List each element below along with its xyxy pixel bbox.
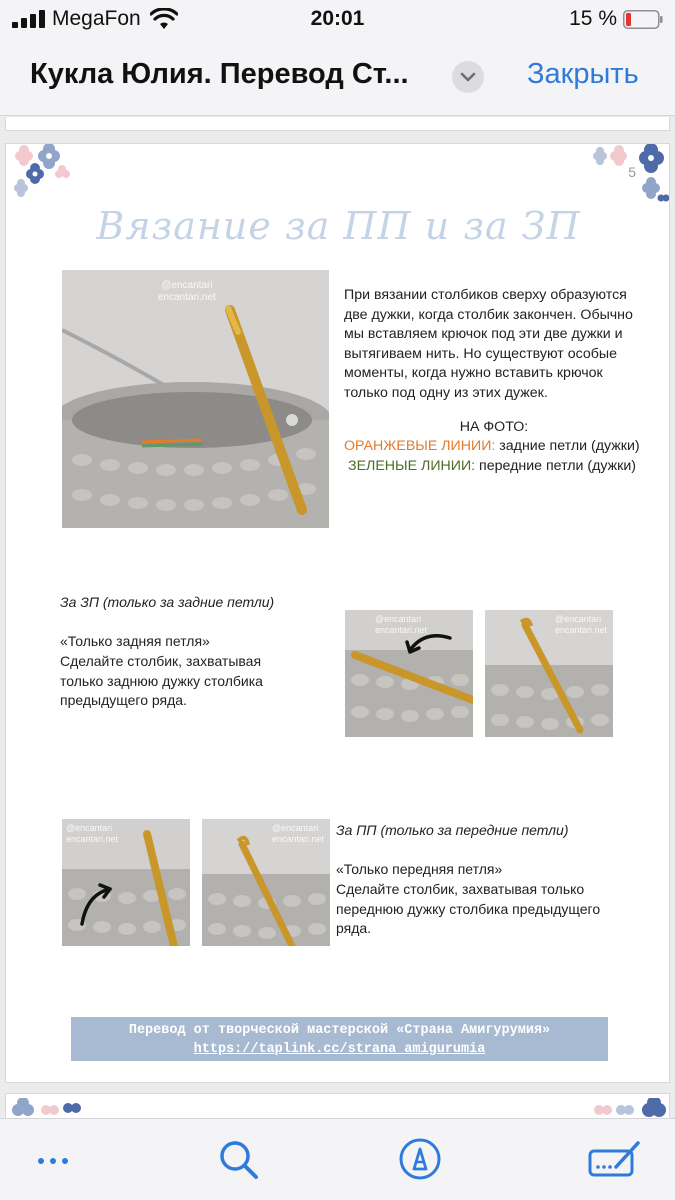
front-loop-text: Сделайте столбик, захватывая только переднюю дужку столбика предыдущего ряда.: [336, 881, 601, 936]
search-icon: [216, 1137, 260, 1181]
legend-orange-text: задние петли (дужки): [495, 438, 640, 454]
previous-page: [5, 117, 670, 131]
credit-link[interactable]: https://taplink.cc/strana_amigurumia: [193, 1042, 486, 1057]
battery-icon: [623, 10, 663, 29]
battery-percent: 15 %: [569, 7, 617, 30]
legend-green-text: передние петли (дужки): [475, 458, 636, 474]
close-button[interactable]: Закрыть: [527, 58, 639, 90]
translation-credit-box: [71, 1017, 608, 1061]
photo-watermark-line1: @encantari: [272, 823, 319, 833]
flower-decoration-icon: [589, 1098, 669, 1118]
markup-icon: [398, 1137, 442, 1181]
document-title: Кукла Юлия. Перевод Ст...: [30, 58, 409, 90]
back-loop-photo-2: [485, 610, 613, 737]
main-crochet-photo: [62, 270, 329, 528]
intro-text: При вязании столбиков сверху образуются две дужки, когда столбик закончен. Обычно мы вставляем крючок под эти две дужки и вытягиваем нить. Но существуют особые моменты, когда нужно вставить крючок только под одну из этих дужек.: [344, 287, 633, 401]
page-number: 5: [628, 164, 636, 180]
navigation-bar: [0, 38, 675, 116]
chevron-down-icon: [452, 61, 484, 93]
next-page: [5, 1093, 670, 1118]
photo-watermark-line2: encantari.net: [272, 833, 325, 844]
front-loop-photo-2: [202, 819, 330, 946]
clock: 20:01: [310, 7, 365, 30]
legend-orange-label: ОРАНЖЕВЫЕ ЛИНИИ:: [344, 438, 496, 454]
legend-green-label: ЗЕЛЕНЫЕ ЛИНИИ:: [348, 458, 476, 474]
sign-icon: [588, 1137, 644, 1181]
photo-watermark-line1: @encantari: [375, 614, 422, 624]
more-button[interactable]: [31, 1137, 75, 1181]
sign-button[interactable]: [588, 1137, 644, 1181]
carrier-name: MegaFon: [52, 7, 141, 30]
front-loop-quote: «Только передняя петля»: [336, 861, 503, 877]
credit-text: Перевод от творческой мастерской «Страна Амигурумия»: [128, 1023, 551, 1038]
photo-watermark-line2: encantari.net: [158, 292, 216, 303]
page-heading: Вязание за ПП и за ЗП: [96, 204, 581, 248]
photo-watermark-line2: encantari.net: [555, 624, 608, 635]
document-viewer[interactable]: [0, 117, 675, 1118]
back-loop-photo-1: [345, 610, 473, 737]
photo-watermark-line2: encantari.net: [375, 624, 428, 635]
search-button[interactable]: [216, 1137, 260, 1181]
document-page: [5, 143, 670, 1083]
legend-green: [348, 458, 636, 474]
photo-watermark-line1: @encantari: [66, 823, 113, 833]
back-loop-title: За ЗП (только за задние петли): [60, 594, 275, 610]
back-loop-quote: «Только задняя петля»: [60, 633, 210, 649]
flower-decoration-icon: [6, 144, 76, 210]
markup-button[interactable]: [398, 1137, 442, 1181]
front-loop-photo-1: [62, 819, 190, 946]
photo-watermark-line1: @encantari: [161, 280, 213, 291]
flower-decoration-icon: [6, 1098, 86, 1118]
back-loop-text: Сделайте столбик, захватывая только заднюю дужку столбика предыдущего ряда.: [60, 653, 263, 708]
legend-heading: НА ФОТО:: [459, 419, 529, 435]
photo-watermark-line2: encantari.net: [66, 833, 119, 844]
front-loop-title: За ПП (только за передние петли): [336, 822, 569, 838]
legend-orange: [344, 438, 640, 454]
photo-watermark-line1: @encantari: [555, 614, 602, 624]
status-bar: [0, 0, 675, 38]
bottom-toolbar: [0, 1118, 675, 1200]
more-icon: [31, 1137, 75, 1181]
title-menu-button[interactable]: [452, 61, 484, 93]
